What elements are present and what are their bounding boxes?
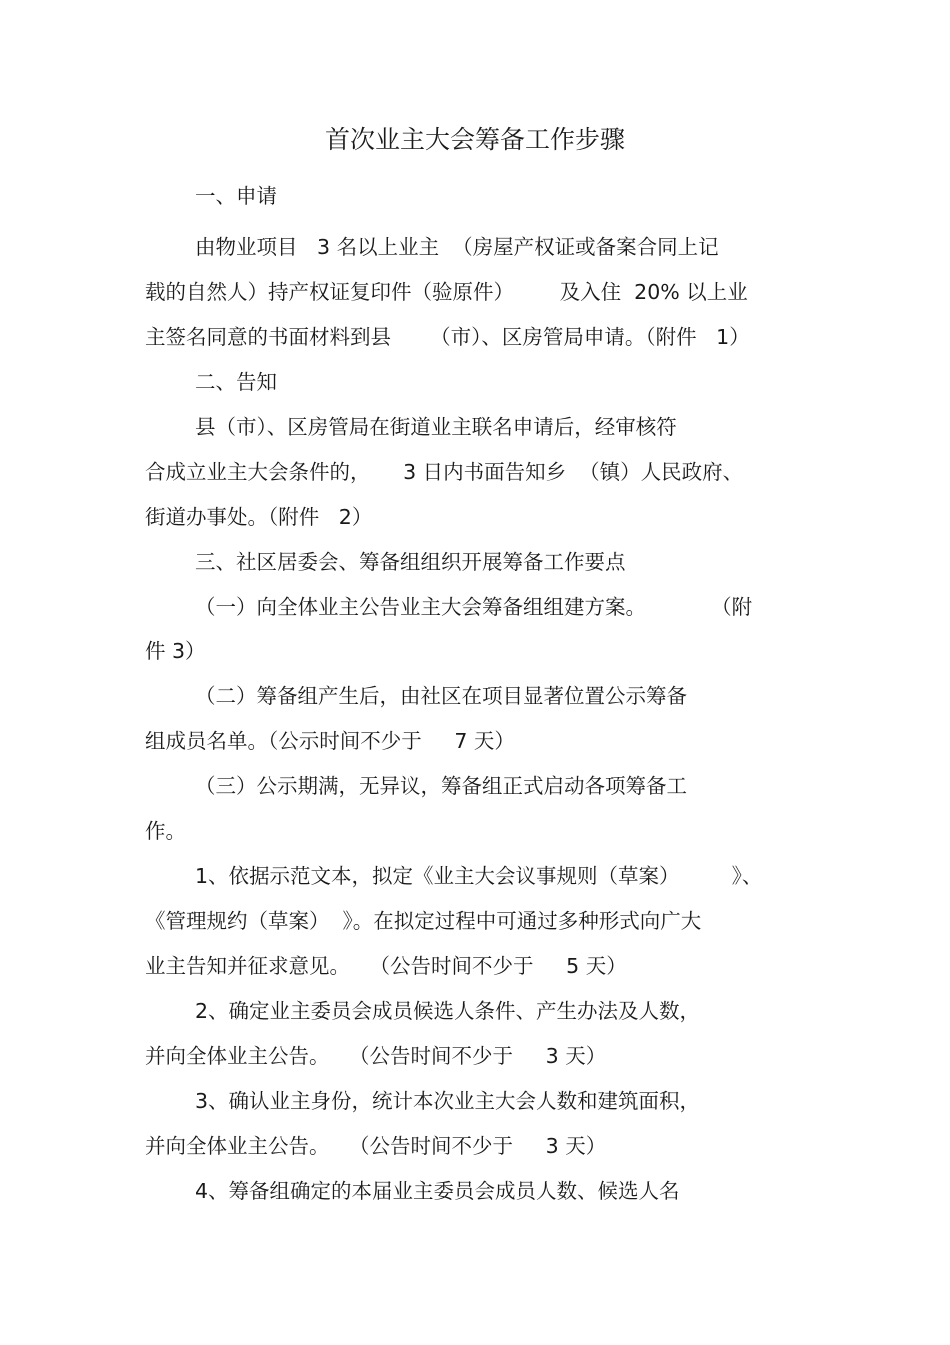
document-title: 首次业主大会筹备工作步骤: [324, 125, 625, 154]
section-heading-apply: 一、申请: [195, 184, 277, 208]
paragraph-line: 街道办事处。（附件 2）: [145, 505, 373, 529]
numbered-item-3: 3、确认业主身份，统计本次业主大会人数和建筑面积，: [195, 1089, 701, 1113]
section-heading-notify: 二、告知: [195, 370, 277, 394]
paragraph-line: 主签名同意的书面材料到县 （市）、区房管局申请。（附件 1）: [145, 325, 750, 349]
paragraph-line: （二）筹备组产生后，由社区在项目显著位置公示筹备: [195, 684, 687, 708]
paragraph-line: 县（市）、区房管局在街道业主联名申请后，经审核符: [195, 415, 677, 439]
section-heading-key-points: 三、社区居委会、筹备组组织开展筹备工作要点: [195, 550, 626, 574]
paragraph-line: （三）公示期满，无异议，筹备组正式启动各项筹备工: [195, 774, 687, 798]
paragraph-line: 并向全体业主公告。 （公告时间不少于 3 天）: [145, 1134, 607, 1158]
paragraph-line: 作。: [145, 819, 186, 843]
paragraph-line: 件 3）: [145, 639, 206, 663]
paragraph-line: 业主告知并征求意见。 （公告时间不少于 5 天）: [145, 954, 627, 978]
paragraph-line: （一）向全体业主公告业主大会筹备组组建方案。 （附: [195, 595, 753, 619]
paragraph-line: 载的自然人）持产权证复印件（验原件） 及入住 20% 以上业: [145, 280, 748, 304]
numbered-item-1: 1、依据示范文本，拟定《业主大会议事规则（草案） 》、: [195, 864, 763, 888]
numbered-item-2: 2、确定业主委员会成员候选人条件、产生办法及人数，: [195, 999, 701, 1023]
paragraph-line: 并向全体业主公告。 （公告时间不少于 3 天）: [145, 1044, 607, 1068]
numbered-item-4: 4、筹备组确定的本届业主委员会成员人数、候选人名: [195, 1179, 680, 1203]
paragraph-line: 《管理规约（草案） 》。在拟定过程中可通过多种形式向广大: [145, 909, 702, 933]
paragraph-line: 由物业项目 3 名以上业主 （房屋产权证或备案合同上记: [195, 235, 719, 259]
paragraph-line: 组成员名单。（公示时间不少于 7 天）: [145, 729, 515, 753]
paragraph-line: 合成立业主大会条件的， 3 日内书面告知乡 （镇）人民政府、: [145, 460, 744, 484]
